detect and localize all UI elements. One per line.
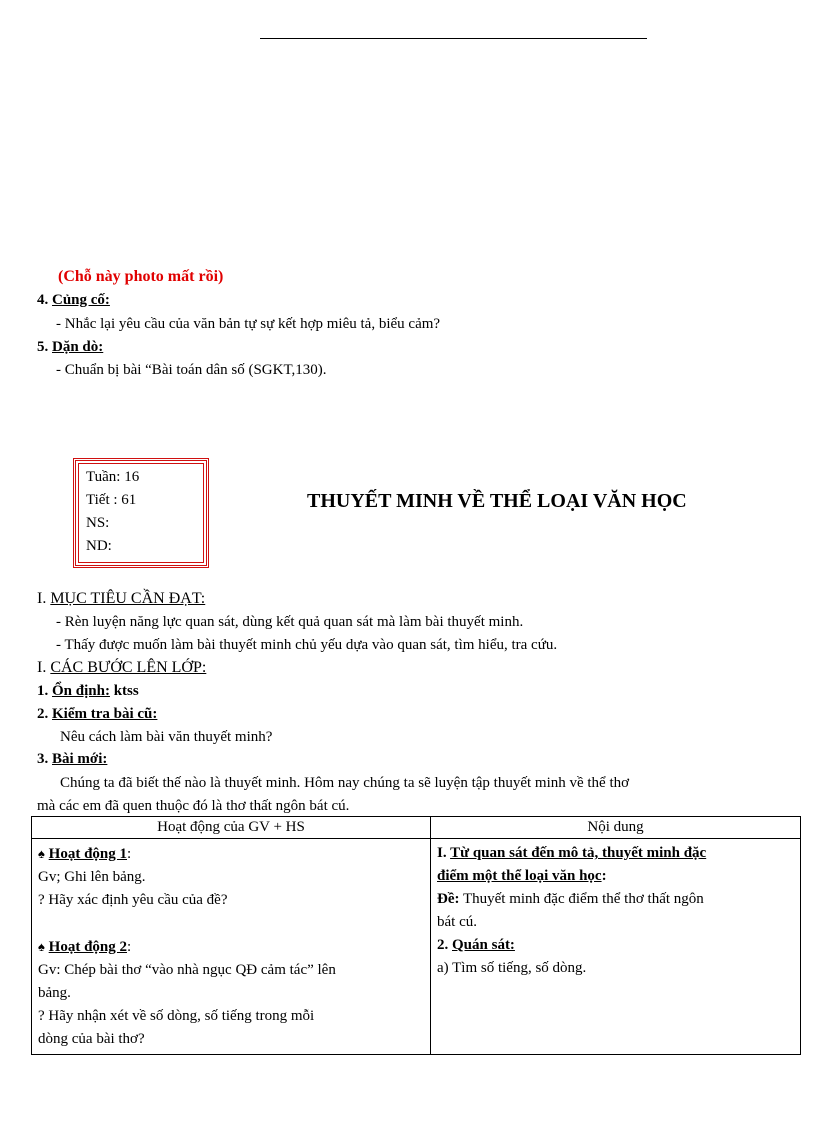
activity-title-colon: : <box>127 939 132 955</box>
section-5-heading <box>37 339 103 356</box>
topic-line <box>437 888 794 911</box>
section-4-text: - Nhắc lại yêu cầu của văn bản tự sự kết hợp miêu tả, biểu cảm? <box>56 316 441 332</box>
activity-title: Hoạt động 1 <box>48 846 128 862</box>
table-header-content: Nội dung <box>431 817 801 839</box>
table-header-row <box>32 817 801 839</box>
section-number: I. <box>37 590 47 607</box>
section-title: Củng cố: <box>52 292 110 308</box>
week-label: Tuần: 16 <box>86 469 140 485</box>
observation-heading <box>437 934 794 957</box>
step-number: 3. <box>37 751 49 767</box>
ns-label: NS: <box>86 515 110 531</box>
spade-icon: ♠ <box>38 939 45 954</box>
activity-line: ? Hãy xác định yêu cầu của đề? <box>38 892 228 908</box>
spade-icon: ♠ <box>38 846 45 861</box>
section-4-heading <box>37 292 110 309</box>
activity-line: dòng của bài thơ? <box>38 1031 145 1047</box>
section-title: MỤC TIÊU CẦN ĐẠT: <box>50 590 206 607</box>
table-row <box>32 839 801 1055</box>
intro-paragraph-line: mà các em đã quen thuộc đó là thơ thất ngôn bát cú. <box>37 798 350 814</box>
topic-label: Đề: <box>437 891 460 907</box>
intro-paragraph-line: Chúng ta đã biết thế nào là thuyết minh. Hôm nay chúng ta sẽ luyện tập thuyết minh về thể thơ <box>60 775 630 791</box>
content-heading <box>437 842 794 865</box>
objective-item: - Rèn luyện năng lực quan sát, dùng kết quả quan sát mà làm bài thuyết minh. <box>56 614 524 630</box>
observation-title: Quán sát: <box>452 937 515 953</box>
step-title: Kiểm tra bài cũ: <box>52 706 158 722</box>
topic-line-cont: bát cú. <box>437 914 477 930</box>
step-1 <box>37 683 139 700</box>
content-number: I. <box>437 845 447 861</box>
content-number: 2. <box>437 937 449 953</box>
nd-label: ND: <box>86 538 112 554</box>
section-5-text: - Chuẩn bị bài “Bài toán dân số (SGKT,130). <box>56 362 327 378</box>
topic-text: Thuyết minh đặc điểm thể thơ thất ngôn <box>459 891 704 907</box>
step-number: 2. <box>37 706 49 722</box>
objective-item: - Thấy được muốn làm bài thuyết minh chủ yếu dựa vào quan sát, tìm hiểu, tra cứu. <box>56 637 558 653</box>
step-value: ktss <box>109 683 139 699</box>
activity-line: Gv: Chép bài thơ “vào nhà ngục QĐ cảm tác” lên <box>38 962 336 978</box>
step-title: Bài mới: <box>52 751 108 767</box>
observation-item: a) Tìm số tiếng, số dòng. <box>437 960 587 976</box>
lesson-title: THUYẾT MINH VỀ THỂ LOẠI VĂN HỌC <box>307 490 687 512</box>
activity-line: ? Hãy nhận xét về số dòng, số tiếng trong mỗi <box>38 1008 315 1024</box>
activity-title: Hoạt động 2 <box>48 939 128 955</box>
objectives-heading <box>37 590 205 608</box>
section-number: 5. <box>37 339 49 355</box>
steps-heading <box>37 659 206 677</box>
photo-note: (Chỗ này photo mất rồi) <box>58 268 224 285</box>
table-header-activities: Hoạt động của GV + HS <box>32 817 431 839</box>
step-number: 1. <box>37 683 49 699</box>
blank-line <box>38 912 424 935</box>
activity-line: Gv; Ghi lên bảng. <box>38 869 146 885</box>
activity-line: bảng. <box>38 985 71 1001</box>
content-title-colon: : <box>601 868 607 884</box>
period-label: Tiết : 61 <box>86 492 137 508</box>
content-cell <box>431 839 801 1055</box>
section-title: CÁC BƯỚC LÊN LỚP: <box>50 659 207 676</box>
activity-1-heading <box>38 842 424 866</box>
section-title: Dặn dò: <box>52 339 104 355</box>
activity-table <box>31 816 801 1055</box>
step-2 <box>37 706 157 723</box>
step-2-text: Nêu cách làm bài văn thuyết minh? <box>60 729 273 745</box>
content-title-line: điểm một thể loại văn học <box>437 868 602 884</box>
top-rule <box>260 38 647 39</box>
step-title: Ổn định: <box>52 683 110 699</box>
activity-2-heading <box>38 935 424 959</box>
activity-title-colon: : <box>127 846 132 862</box>
section-number: I. <box>37 659 47 676</box>
content-title-line: Từ quan sát đến mô tả, thuyết minh đặc <box>450 845 707 861</box>
step-3 <box>37 751 107 768</box>
activities-cell <box>32 839 431 1055</box>
lesson-info-box <box>73 458 209 568</box>
content-heading-cont <box>437 865 794 888</box>
section-number: 4. <box>37 292 49 308</box>
